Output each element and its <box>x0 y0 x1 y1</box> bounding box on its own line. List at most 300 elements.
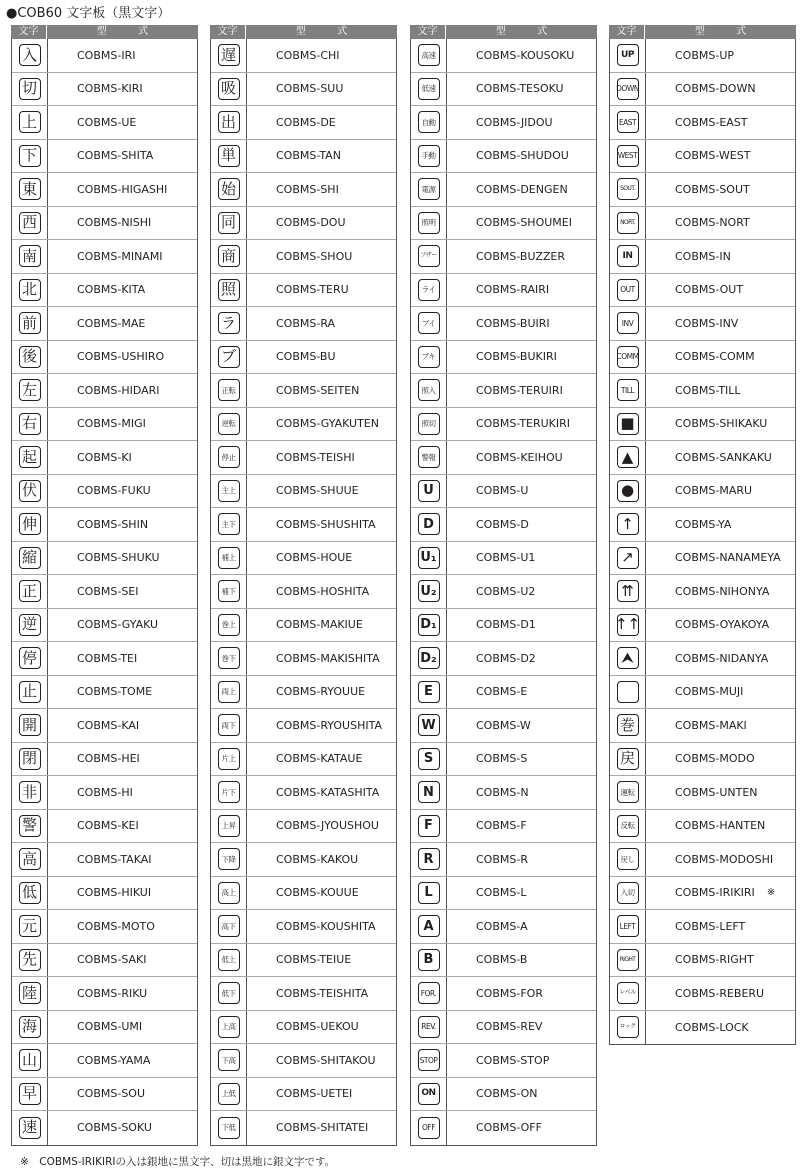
character-plate: 陸 <box>19 982 41 1004</box>
model-code: COBMS-HOUE <box>276 551 353 565</box>
model-code: COBMS-SHITA <box>77 149 154 163</box>
table-row <box>610 207 795 241</box>
model-cell <box>48 173 197 206</box>
model-code: COBMS-MINAMI <box>77 249 163 263</box>
character-plate: N <box>418 781 440 803</box>
character-plate: 巻 <box>617 714 639 736</box>
table-row <box>610 408 795 442</box>
char-cell <box>411 910 447 943</box>
table-row <box>411 441 596 475</box>
char-cell <box>411 810 447 843</box>
char-cell <box>411 542 447 575</box>
table-row <box>610 475 795 509</box>
character-plate: ライ <box>418 279 440 301</box>
model-code: COBMS-TEI <box>77 651 138 665</box>
model-code: COBMS-INV <box>675 316 739 330</box>
table-row <box>411 173 596 207</box>
table-row <box>411 676 596 710</box>
model-cell <box>646 642 795 675</box>
character-plate: ⇈ <box>617 580 639 602</box>
character-plate: 逆転 <box>218 413 240 435</box>
char-cell <box>411 508 447 541</box>
model-code: COBMS-LEFT <box>675 919 746 933</box>
table-row <box>12 609 197 643</box>
model-cell <box>48 1044 197 1077</box>
model-code: COBMS-GYAKUTEN <box>276 417 379 431</box>
table-row <box>211 341 396 375</box>
model-cell <box>48 508 197 541</box>
character-plate: S <box>418 748 440 770</box>
character-plate: 吸 <box>218 78 240 100</box>
char-cell <box>211 374 247 407</box>
table-column-3 <box>410 25 597 1146</box>
model-code: COBMS-L <box>476 886 527 900</box>
char-cell <box>610 207 646 240</box>
table-row <box>610 106 795 140</box>
model-cell <box>447 73 596 106</box>
model-cell <box>48 542 197 575</box>
char-cell <box>610 642 646 675</box>
character-plate: ブキ <box>418 346 440 368</box>
table-row <box>610 575 795 609</box>
model-cell <box>247 140 396 173</box>
model-code: COBMS-B <box>476 953 528 967</box>
model-code: COBMS-NIDANYA <box>675 651 769 665</box>
char-cell <box>411 944 447 977</box>
model-cell <box>48 910 197 943</box>
table-row <box>12 307 197 341</box>
char-cell <box>411 240 447 273</box>
model-code: COBMS-UETEI <box>276 1087 353 1101</box>
model-code: COBMS-D1 <box>476 618 536 632</box>
table-body <box>410 39 597 1146</box>
model-code: COBMS-KOUUE <box>276 886 359 900</box>
model-code: COBMS-KOUSHITA <box>276 919 376 933</box>
model-cell <box>247 642 396 675</box>
character-plate: 止 <box>19 681 41 703</box>
model-cell <box>247 743 396 776</box>
model-cell <box>48 877 197 910</box>
model-cell <box>646 408 795 441</box>
table-row <box>411 140 596 174</box>
char-cell <box>610 106 646 139</box>
char-cell <box>211 341 247 374</box>
model-code: COBMS-MARU <box>675 484 753 498</box>
model-code: COBMS-D2 <box>476 651 536 665</box>
model-cell <box>447 1011 596 1044</box>
table-row <box>211 1011 396 1045</box>
character-plate: 早 <box>19 1083 41 1105</box>
table-row <box>610 877 795 911</box>
char-cell <box>12 341 48 374</box>
model-code: COBMS-KITA <box>77 283 146 297</box>
model-cell <box>646 743 795 776</box>
char-cell <box>12 709 48 742</box>
table-row <box>411 106 596 140</box>
character-plate: 高 <box>19 848 41 870</box>
char-cell <box>610 73 646 106</box>
table-column-1 <box>11 25 198 1146</box>
character-plate: 両下 <box>218 714 240 736</box>
char-cell <box>211 977 247 1010</box>
table-row <box>610 73 795 107</box>
model-code: COBMS-WEST <box>675 149 751 163</box>
model-code: COBMS-HIGASHI <box>77 182 168 196</box>
table-row <box>12 810 197 844</box>
model-cell <box>646 1011 795 1045</box>
table-row <box>610 39 795 73</box>
character-plate: STOP <box>418 1049 440 1071</box>
table-row <box>211 441 396 475</box>
table-row <box>411 743 596 777</box>
model-cell <box>447 1078 596 1111</box>
header-char: 文字 <box>11 25 47 39</box>
char-cell <box>12 642 48 675</box>
model-code: COBMS-DE <box>276 115 336 129</box>
table-row <box>211 575 396 609</box>
character-plate: D₁ <box>418 614 440 636</box>
table-row <box>610 1011 795 1045</box>
model-cell <box>447 374 596 407</box>
char-cell <box>610 374 646 407</box>
char-cell <box>12 843 48 876</box>
table-row <box>211 843 396 877</box>
model-code: COBMS-UEKOU <box>276 1020 359 1034</box>
character-plate: 出 <box>218 111 240 133</box>
model-cell <box>48 642 197 675</box>
character-plate: REV. <box>418 1016 440 1038</box>
char-cell <box>211 709 247 742</box>
model-code: COBMS-SHI <box>276 182 339 196</box>
model-code: COBMS-FUKU <box>77 484 151 498</box>
character-plate: 切 <box>19 78 41 100</box>
character-plate: 南 <box>19 245 41 267</box>
table-row <box>610 307 795 341</box>
table-row <box>610 843 795 877</box>
char-cell <box>411 39 447 72</box>
model-cell <box>447 609 596 642</box>
model-code: COBMS-COMM <box>675 350 755 364</box>
model-code: COBMS-KEIHOU <box>476 450 563 464</box>
table-row <box>411 1111 596 1145</box>
table-row <box>211 1078 396 1112</box>
model-cell <box>646 441 795 474</box>
table-row <box>211 1111 396 1145</box>
model-code: COBMS-HANTEN <box>675 819 766 833</box>
character-plate: 閉 <box>19 748 41 770</box>
char-cell <box>12 508 48 541</box>
char-cell <box>610 877 646 910</box>
model-cell <box>247 910 396 943</box>
model-cell <box>447 207 596 240</box>
char-cell <box>610 475 646 508</box>
model-code: COBMS-SHUDOU <box>476 149 569 163</box>
header-char: 文字 <box>609 25 645 39</box>
char-cell <box>211 173 247 206</box>
table-row <box>411 274 596 308</box>
character-plate: 片上 <box>218 748 240 770</box>
character-plate: ↑↑ <box>617 614 639 636</box>
character-plate: 戻 <box>617 748 639 770</box>
table-row <box>211 743 396 777</box>
table-row <box>12 542 197 576</box>
character-plate: UP <box>617 44 639 66</box>
model-code: COBMS-A <box>476 919 528 933</box>
table-row <box>610 173 795 207</box>
model-cell <box>447 39 596 72</box>
character-plate: 高上 <box>218 882 240 904</box>
char-cell <box>411 877 447 910</box>
char-cell <box>211 910 247 943</box>
model-cell <box>48 73 197 106</box>
table-row <box>12 341 197 375</box>
character-plate: 北 <box>19 279 41 301</box>
char-cell <box>12 676 48 709</box>
model-cell <box>646 910 795 943</box>
model-cell <box>646 776 795 809</box>
model-code: COBMS-MAKISHITA <box>276 651 380 665</box>
character-plate: 運転 <box>617 781 639 803</box>
model-cell <box>646 609 795 642</box>
character-plate: 照入 <box>418 379 440 401</box>
model-cell <box>48 341 197 374</box>
model-cell <box>48 843 197 876</box>
char-cell <box>211 609 247 642</box>
model-code: COBMS-USHIRO <box>77 350 165 364</box>
table-row <box>12 843 197 877</box>
character-plate: 速 <box>19 1117 41 1139</box>
char-cell <box>411 207 447 240</box>
model-cell <box>646 676 795 709</box>
model-cell <box>646 977 795 1010</box>
model-code: COBMS-OUT <box>675 283 744 297</box>
model-code: COBMS-SOKU <box>77 1121 152 1135</box>
table-row <box>211 1044 396 1078</box>
model-cell <box>447 575 596 608</box>
note-mark: ※ <box>766 887 776 899</box>
char-cell <box>411 475 447 508</box>
char-cell <box>610 709 646 742</box>
model-cell <box>247 1078 396 1111</box>
model-cell <box>646 542 795 575</box>
char-cell <box>610 542 646 575</box>
table-row <box>610 140 795 174</box>
table-row <box>12 39 197 73</box>
model-code: COBMS-UMI <box>77 1020 143 1034</box>
model-cell <box>247 542 396 575</box>
model-code: COBMS-MIGI <box>77 417 146 431</box>
character-plate: 上昇 <box>218 815 240 837</box>
table-row <box>411 374 596 408</box>
char-cell <box>411 441 447 474</box>
char-cell <box>211 307 247 340</box>
table-row <box>211 776 396 810</box>
char-cell <box>610 441 646 474</box>
model-cell <box>447 877 596 910</box>
character-plate: 伏 <box>19 480 41 502</box>
model-code: COBMS-REBERU <box>675 986 765 1000</box>
table-column-2 <box>210 25 397 1146</box>
model-cell <box>447 977 596 1010</box>
model-cell <box>48 609 197 642</box>
model-cell <box>247 341 396 374</box>
table-row <box>211 709 396 743</box>
character-plate: D₂ <box>418 647 440 669</box>
model-code: COBMS-TEISHI <box>276 450 355 464</box>
model-code: COBMS-FOR <box>476 986 543 1000</box>
character-plate: ▲ <box>617 446 639 468</box>
model-code: COBMS-SHUUE <box>276 484 359 498</box>
model-code: COBMS-DOWN <box>675 82 756 96</box>
table-header <box>210 25 397 39</box>
table-row <box>411 73 596 107</box>
model-code: COBMS-KEI <box>77 819 139 833</box>
character-plate: 海 <box>19 1016 41 1038</box>
table-row <box>211 207 396 241</box>
character-plate: ON <box>418 1083 440 1105</box>
char-cell <box>610 944 646 977</box>
character-plate: 下 <box>19 145 41 167</box>
model-cell <box>447 810 596 843</box>
character-plate: SOUT. <box>617 178 639 200</box>
model-cell <box>247 575 396 608</box>
char-cell <box>411 1044 447 1077</box>
model-cell <box>646 341 795 374</box>
model-code: COBMS-GYAKU <box>77 618 159 632</box>
footnote: ※ COBMS-IRIKIRIの入は銀地に黒文字、切は黒地に銀文字です。 <box>20 1156 336 1168</box>
table-row <box>12 140 197 174</box>
character-plate: 巻上 <box>218 614 240 636</box>
model-code: COBMS-SEI <box>77 584 139 598</box>
model-code: COBMS-TERUKIRI <box>476 417 571 431</box>
table-row <box>211 240 396 274</box>
character-plate: U₂ <box>418 580 440 602</box>
model-cell <box>447 676 596 709</box>
character-plate: 逆 <box>19 614 41 636</box>
model-code: COBMS-UP <box>675 48 735 62</box>
header-model: 型 式 <box>96 26 163 37</box>
character-plate: ● <box>617 480 639 502</box>
header-model: 型 式 <box>295 26 362 37</box>
char-cell <box>211 39 247 72</box>
model-cell <box>48 709 197 742</box>
char-cell <box>610 39 646 72</box>
table-body <box>210 39 397 1146</box>
model-cell <box>48 274 197 307</box>
model-code: COBMS-UNTEN <box>675 785 758 799</box>
model-code: COBMS-SHUKU <box>77 551 160 565</box>
char-cell <box>610 307 646 340</box>
model-cell <box>247 475 396 508</box>
model-code: COBMS-IRIKIRI <box>675 886 755 900</box>
model-code: COBMS-KAI <box>77 718 140 732</box>
model-cell <box>646 173 795 206</box>
char-cell <box>411 140 447 173</box>
table-row <box>12 1011 197 1045</box>
model-cell <box>247 73 396 106</box>
model-cell <box>247 39 396 72</box>
character-plate: 先 <box>19 949 41 971</box>
table-row <box>411 508 596 542</box>
model-cell <box>48 39 197 72</box>
character-plate: 高速 <box>418 44 440 66</box>
model-cell <box>447 843 596 876</box>
model-code: COBMS-TEIUE <box>276 953 352 967</box>
char-cell <box>610 173 646 206</box>
char-cell <box>12 609 48 642</box>
char-cell <box>12 207 48 240</box>
table-row <box>12 207 197 241</box>
table-row <box>411 207 596 241</box>
page-title: ●COB60 文字板（黒文字） <box>6 6 171 21</box>
model-cell <box>646 843 795 876</box>
model-cell <box>447 441 596 474</box>
model-cell <box>447 508 596 541</box>
character-plate: 手動 <box>418 145 440 167</box>
model-code: COBMS-KATASHITA <box>276 785 380 799</box>
model-cell <box>247 508 396 541</box>
table-row <box>411 709 596 743</box>
table-row <box>12 676 197 710</box>
model-cell <box>247 441 396 474</box>
char-cell <box>411 1011 447 1044</box>
character-plate: B <box>418 949 440 971</box>
model-cell <box>447 274 596 307</box>
character-plate: 上高 <box>218 1016 240 1038</box>
character-plate: TILL <box>617 379 639 401</box>
table-row <box>411 575 596 609</box>
model-cell <box>646 508 795 541</box>
char-cell <box>12 39 48 72</box>
char-cell <box>411 843 447 876</box>
model-cell <box>447 743 596 776</box>
model-code: COBMS-SOUT <box>675 182 750 196</box>
table-row <box>12 977 197 1011</box>
model-cell <box>447 475 596 508</box>
model-cell <box>646 140 795 173</box>
model-cell <box>447 307 596 340</box>
char-cell <box>610 609 646 642</box>
model-cell <box>447 776 596 809</box>
model-cell <box>646 39 795 72</box>
character-plate: 停 <box>19 647 41 669</box>
char-cell <box>610 977 646 1010</box>
character-plate: 警 <box>19 815 41 837</box>
model-cell <box>247 207 396 240</box>
model-cell <box>447 140 596 173</box>
model-cell <box>447 341 596 374</box>
model-cell <box>646 274 795 307</box>
model-code: COBMS-MOTO <box>77 919 155 933</box>
table-row <box>12 475 197 509</box>
table-row <box>12 508 197 542</box>
character-plate: COMM <box>617 346 639 368</box>
char-cell <box>411 173 447 206</box>
character-plate: レベル <box>617 982 639 1004</box>
model-cell <box>48 1111 197 1145</box>
character-plate: NORT. <box>617 212 639 234</box>
table-row <box>411 1011 596 1045</box>
table-row <box>12 575 197 609</box>
char-cell <box>610 140 646 173</box>
character-plate: LEFT <box>617 915 639 937</box>
table-body <box>609 39 796 1045</box>
character-plate: 遅 <box>218 44 240 66</box>
table-row <box>211 642 396 676</box>
model-cell <box>247 408 396 441</box>
table-row <box>411 609 596 643</box>
char-cell <box>211 508 247 541</box>
